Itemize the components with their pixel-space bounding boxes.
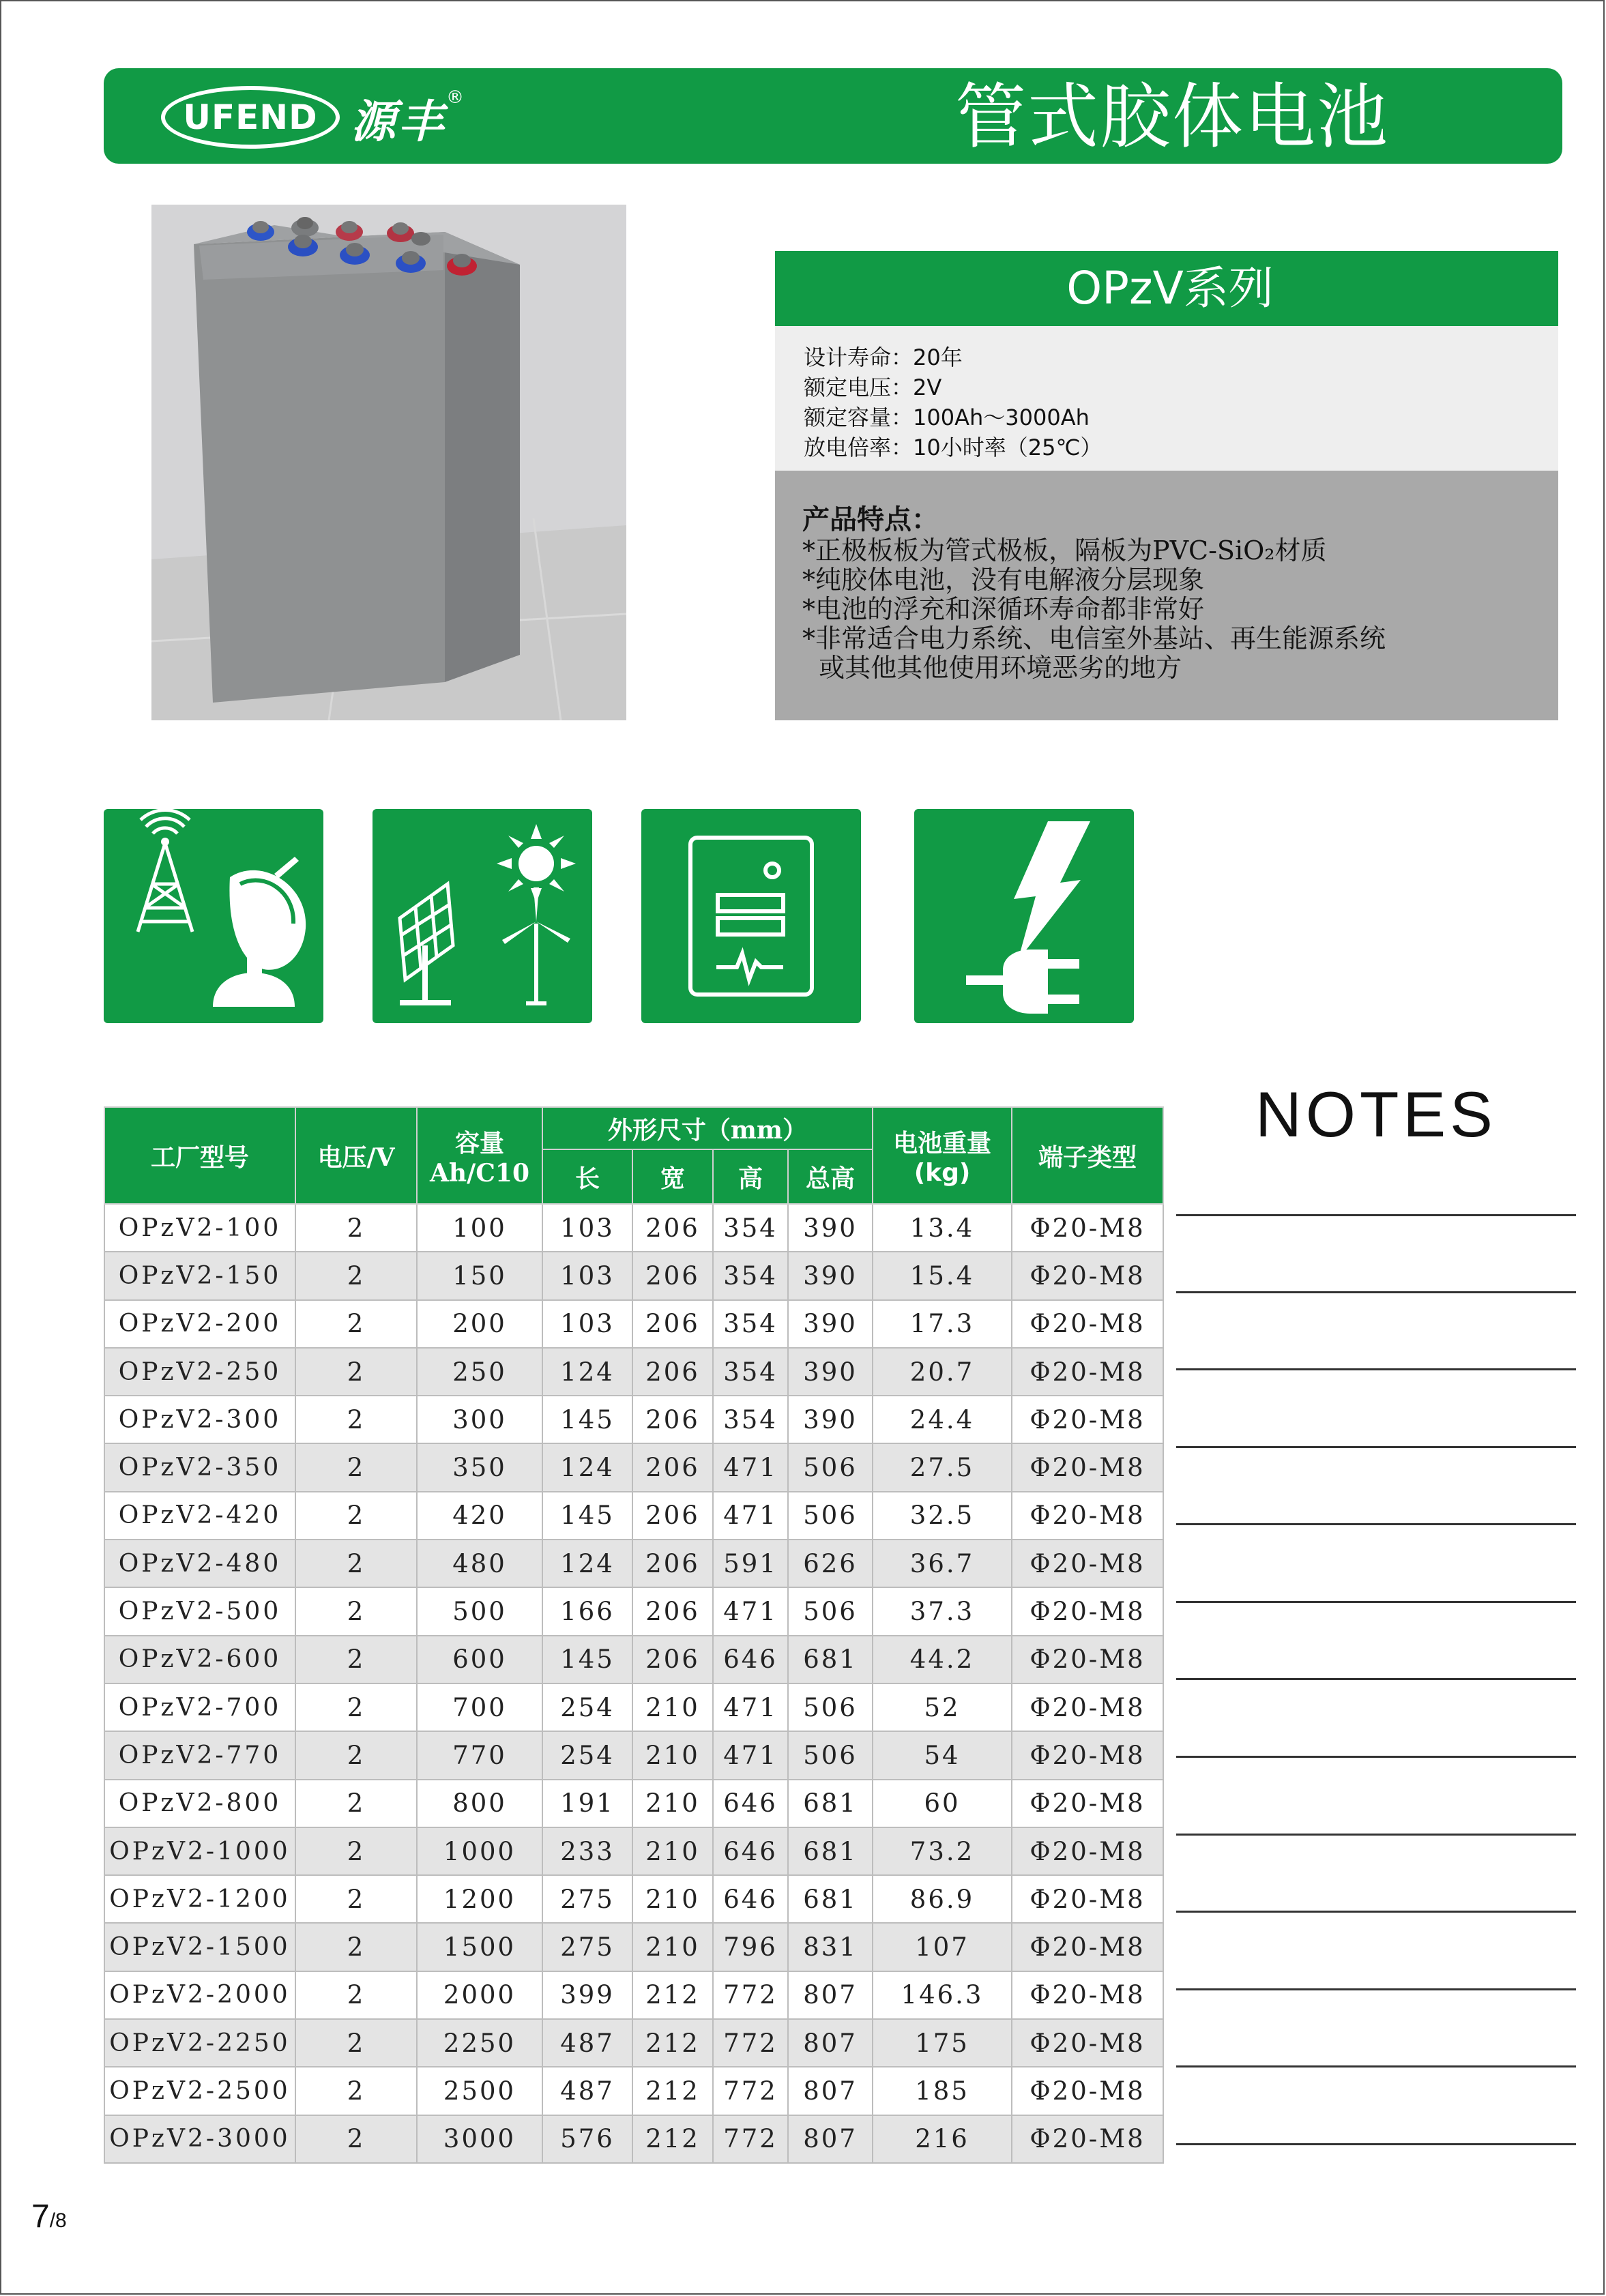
model-cell: OPzV2-1200 (104, 1875, 295, 1923)
terminal-cell: Φ20-M8 (1012, 1780, 1163, 1827)
note-line (1176, 1756, 1576, 1758)
feature-item: *纯胶体电池，没有电解液分层现象 (802, 565, 1205, 595)
model-cell: OPzV2-3000 (104, 2115, 295, 2163)
model-cell: OPzV2-350 (104, 1443, 295, 1491)
height-cell: 772 (713, 2019, 788, 2067)
voltage-cell: 2 (295, 1540, 417, 1587)
capacity-cell: 700 (417, 1683, 542, 1731)
model-cell: OPzV2-500 (104, 1587, 295, 1635)
weight-cell: 37.3 (873, 1587, 1012, 1635)
page-total: /8 (49, 2209, 67, 2232)
note-line (1176, 1834, 1576, 1836)
capacity-cell: 2500 (417, 2067, 542, 2115)
height-cell: 354 (713, 1348, 788, 1396)
note-line (1176, 1988, 1576, 1990)
total-height-cell: 506 (788, 1683, 873, 1731)
capacity-cell: 500 (417, 1587, 542, 1635)
height-cell: 354 (713, 1204, 788, 1252)
col-model: 工厂型号 (104, 1107, 295, 1204)
model-cell: OPzV2-480 (104, 1540, 295, 1587)
length-cell: 254 (542, 1731, 632, 1779)
weight-cell: 146.3 (873, 1971, 1012, 2019)
total-height-cell: 681 (788, 1875, 873, 1923)
weight-cell: 15.4 (873, 1252, 1012, 1299)
terminal-cell: Φ20-M8 (1012, 1875, 1163, 1923)
series-title: OPzV系列 (775, 251, 1558, 326)
length-cell: 145 (542, 1636, 632, 1683)
capacity-cell: 200 (417, 1300, 542, 1348)
terminal-cell: Φ20-M8 (1012, 1540, 1163, 1587)
terminal-cell: Φ20-M8 (1012, 2067, 1163, 2115)
weight-cell: 13.4 (873, 1204, 1012, 1252)
col-terminal: 端子类型 (1012, 1107, 1163, 1204)
length-cell: 166 (542, 1587, 632, 1635)
capacity-cell: 300 (417, 1396, 542, 1443)
col-capacity (417, 1107, 542, 1204)
voltage-cell: 2 (295, 1396, 417, 1443)
weight-cell: 24.4 (873, 1396, 1012, 1443)
height-cell: 772 (713, 2067, 788, 2115)
capacity-cell: 1200 (417, 1875, 542, 1923)
col-capacity-line1: 容量 (454, 1128, 504, 1158)
total-height-cell: 681 (788, 1827, 873, 1875)
voltage-cell: 2 (295, 1492, 417, 1540)
height-cell: 471 (713, 1731, 788, 1779)
height-cell: 471 (713, 1587, 788, 1635)
length-cell: 487 (542, 2019, 632, 2067)
weight-cell: 86.9 (873, 1875, 1012, 1923)
table-row (104, 1587, 1163, 1635)
width-cell: 212 (632, 2067, 713, 2115)
height-cell: 354 (713, 1300, 788, 1348)
model-cell: OPzV2-300 (104, 1396, 295, 1443)
capacity-cell: 350 (417, 1443, 542, 1491)
col-voltage: 电压/V (295, 1107, 417, 1204)
voltage-cell: 2 (295, 1875, 417, 1923)
capacity-cell: 2000 (417, 1971, 542, 2019)
note-line (1176, 2143, 1576, 2145)
model-cell: OPzV2-150 (104, 1252, 295, 1299)
battery-illustration (151, 205, 626, 720)
weight-cell: 27.5 (873, 1443, 1012, 1491)
brand-logo-oval: UFEND (161, 86, 340, 149)
spec-discharge-rate: 放电倍率：10小时率（25℃） (804, 435, 1103, 460)
width-cell: 210 (632, 1731, 713, 1779)
voltage-cell: 2 (295, 1443, 417, 1491)
length-cell: 254 (542, 1683, 632, 1731)
length-cell: 487 (542, 2067, 632, 2115)
length-cell: 124 (542, 1540, 632, 1587)
total-height-cell: 390 (788, 1348, 873, 1396)
total-height-cell: 506 (788, 1731, 873, 1779)
weight-cell: 32.5 (873, 1492, 1012, 1540)
length-cell: 103 (542, 1204, 632, 1252)
width-cell: 206 (632, 1443, 713, 1491)
total-height-cell: 807 (788, 2067, 873, 2115)
brand-logo (161, 85, 464, 150)
table-body (104, 1204, 1163, 2163)
length-cell: 145 (542, 1492, 632, 1540)
table-row (104, 1204, 1163, 1252)
table-row (104, 1780, 1163, 1827)
capacity-cell: 600 (417, 1636, 542, 1683)
col-length: 长 (542, 1149, 632, 1204)
col-weight (873, 1107, 1012, 1204)
total-height-cell: 390 (788, 1396, 873, 1443)
height-cell: 591 (713, 1540, 788, 1587)
voltage-cell: 2 (295, 1827, 417, 1875)
spec-design-life: 设计寿命：20年 (804, 344, 963, 370)
model-cell: OPzV2-600 (104, 1636, 295, 1683)
capacity-cell: 3000 (417, 2115, 542, 2163)
height-cell: 354 (713, 1252, 788, 1299)
weight-cell: 44.2 (873, 1636, 1012, 1683)
table-row (104, 1636, 1163, 1683)
table-row (104, 1443, 1163, 1491)
weight-cell: 17.3 (873, 1300, 1012, 1348)
feature-item: 或其他其他使用环境恶劣的地方 (802, 653, 1182, 683)
capacity-cell: 2250 (417, 2019, 542, 2067)
lightning-plug-icon (914, 809, 1134, 1023)
width-cell: 206 (632, 1492, 713, 1540)
length-cell: 103 (542, 1300, 632, 1348)
battery-photo (151, 205, 626, 720)
model-cell: OPzV2-200 (104, 1300, 295, 1348)
note-line (1176, 1678, 1576, 1680)
page-title: 管式胶体电池 (955, 75, 1390, 158)
feature-item: *正极板板为管式极板，隔板为PVC-SiO₂材质 (802, 535, 1327, 565)
terminal-cell: Φ20-M8 (1012, 1683, 1163, 1731)
col-width: 宽 (632, 1149, 713, 1204)
voltage-cell: 2 (295, 1971, 417, 2019)
table-row (104, 2019, 1163, 2067)
table-row (104, 1252, 1163, 1299)
table-row (104, 2067, 1163, 2115)
capacity-cell: 1500 (417, 1923, 542, 1971)
table-row (104, 2115, 1163, 2163)
voltage-cell: 2 (295, 2115, 417, 2163)
model-cell: OPzV2-2000 (104, 1971, 295, 2019)
spec-rated-capacity: 额定容量：100Ah～3000Ah (804, 404, 1090, 430)
terminal-cell: Φ20-M8 (1012, 1252, 1163, 1299)
height-cell: 772 (713, 2115, 788, 2163)
registered-mark: ® (446, 87, 464, 108)
power-cabinet-icon (641, 809, 861, 1023)
width-cell: 206 (632, 1540, 713, 1587)
features-block (802, 503, 1553, 683)
length-cell: 576 (542, 2115, 632, 2163)
terminal-cell: Φ20-M8 (1012, 1443, 1163, 1491)
col-total-height: 总高 (788, 1149, 873, 1204)
table-row (104, 1396, 1163, 1443)
height-cell: 471 (713, 1492, 788, 1540)
length-cell: 124 (542, 1443, 632, 1491)
capacity-cell: 800 (417, 1780, 542, 1827)
voltage-cell: 2 (295, 1923, 417, 1971)
width-cell: 210 (632, 1780, 713, 1827)
terminal-cell: Φ20-M8 (1012, 1492, 1163, 1540)
table-row (104, 1540, 1163, 1587)
capacity-cell: 420 (417, 1492, 542, 1540)
height-cell: 772 (713, 1971, 788, 2019)
height-cell: 796 (713, 1923, 788, 1971)
spec-rated-voltage: 额定电压：2V (804, 374, 942, 400)
capacity-cell: 150 (417, 1252, 542, 1299)
weight-cell: 107 (873, 1923, 1012, 1971)
length-cell: 124 (542, 1348, 632, 1396)
width-cell: 210 (632, 1875, 713, 1923)
model-cell: OPzV2-770 (104, 1731, 295, 1779)
total-height-cell: 626 (788, 1540, 873, 1587)
width-cell: 210 (632, 1827, 713, 1875)
terminal-cell: Φ20-M8 (1012, 1396, 1163, 1443)
weight-cell: 185 (873, 2067, 1012, 2115)
table-row (104, 1827, 1163, 1875)
length-cell: 275 (542, 1875, 632, 1923)
model-cell: OPzV2-1500 (104, 1923, 295, 1971)
table-row (104, 1971, 1163, 2019)
model-cell: OPzV2-1000 (104, 1827, 295, 1875)
weight-cell: 175 (873, 2019, 1012, 2067)
width-cell: 212 (632, 2115, 713, 2163)
voltage-cell: 2 (295, 1300, 417, 1348)
voltage-cell: 2 (295, 1780, 417, 1827)
weight-cell: 20.7 (873, 1348, 1012, 1396)
table-row (104, 1300, 1163, 1348)
note-line (1176, 1911, 1576, 1913)
terminal-cell: Φ20-M8 (1012, 1636, 1163, 1683)
height-cell: 354 (713, 1396, 788, 1443)
width-cell: 206 (632, 1204, 713, 1252)
weight-cell: 36.7 (873, 1540, 1012, 1587)
note-line (1176, 1291, 1576, 1293)
table-row (104, 1875, 1163, 1923)
width-cell: 206 (632, 1300, 713, 1348)
total-height-cell: 681 (788, 1780, 873, 1827)
capacity-cell: 1000 (417, 1827, 542, 1875)
total-height-cell: 807 (788, 1971, 873, 2019)
terminal-cell: Φ20-M8 (1012, 1348, 1163, 1396)
weight-cell: 73.2 (873, 1827, 1012, 1875)
terminal-cell: Φ20-M8 (1012, 2115, 1163, 2163)
series-spec-panel (775, 251, 1558, 720)
voltage-cell: 2 (295, 1636, 417, 1683)
width-cell: 206 (632, 1252, 713, 1299)
table-row (104, 1348, 1163, 1396)
terminal-cell: Φ20-M8 (1012, 1204, 1163, 1252)
terminal-cell: Φ20-M8 (1012, 1923, 1163, 1971)
capacity-cell: 250 (417, 1348, 542, 1396)
length-cell: 233 (542, 1827, 632, 1875)
height-cell: 646 (713, 1875, 788, 1923)
page-number (31, 2198, 67, 2235)
notes-title: NOTES (1255, 1078, 1497, 1150)
model-cell: OPzV2-100 (104, 1204, 295, 1252)
terminal-cell: Φ20-M8 (1012, 1731, 1163, 1779)
width-cell: 206 (632, 1636, 713, 1683)
terminal-cell: Φ20-M8 (1012, 1971, 1163, 2019)
spec-table (104, 1106, 1164, 2164)
total-height-cell: 390 (788, 1204, 873, 1252)
note-line (1176, 2065, 1576, 2067)
feature-item: *非常适合电力系统、电信室外基站、再生能源系统 (802, 623, 1386, 653)
solar-wind-energy-icon (373, 809, 592, 1023)
model-cell: OPzV2-800 (104, 1780, 295, 1827)
terminal-cell: Φ20-M8 (1012, 1587, 1163, 1635)
total-height-cell: 831 (788, 1923, 873, 1971)
feature-item: *电池的浮充和深循环寿命都非常好 (802, 594, 1205, 624)
voltage-cell: 2 (295, 1587, 417, 1635)
table-row (104, 1492, 1163, 1540)
table-row (104, 1923, 1163, 1971)
width-cell: 206 (632, 1396, 713, 1443)
voltage-cell: 2 (295, 1204, 417, 1252)
voltage-cell: 2 (295, 1683, 417, 1731)
model-cell: OPzV2-2500 (104, 2067, 295, 2115)
total-height-cell: 390 (788, 1300, 873, 1348)
weight-cell: 52 (873, 1683, 1012, 1731)
col-weight-line2: (kg) (914, 1159, 971, 1187)
total-height-cell: 807 (788, 2019, 873, 2067)
model-cell: OPzV2-700 (104, 1683, 295, 1731)
length-cell: 103 (542, 1252, 632, 1299)
brand-name-cn: 源丰 (351, 94, 446, 148)
voltage-cell: 2 (295, 2019, 417, 2067)
total-height-cell: 807 (788, 2115, 873, 2163)
col-weight-line1: 电池重量 (892, 1129, 991, 1158)
note-line (1176, 1446, 1576, 1448)
model-cell: OPzV2-250 (104, 1348, 295, 1396)
width-cell: 210 (632, 1923, 713, 1971)
note-line (1176, 1368, 1576, 1370)
model-cell: OPzV2-420 (104, 1492, 295, 1540)
weight-cell: 54 (873, 1731, 1012, 1779)
note-line (1176, 1214, 1576, 1216)
total-height-cell: 506 (788, 1443, 873, 1491)
length-cell: 191 (542, 1780, 632, 1827)
total-height-cell: 506 (788, 1587, 873, 1635)
terminal-cell: Φ20-M8 (1012, 1827, 1163, 1875)
capacity-cell: 480 (417, 1540, 542, 1587)
length-cell: 145 (542, 1396, 632, 1443)
height-cell: 646 (713, 1780, 788, 1827)
height-cell: 471 (713, 1443, 788, 1491)
table-row (104, 1683, 1163, 1731)
spec-list (775, 326, 1558, 471)
height-cell: 471 (713, 1683, 788, 1731)
col-capacity-line2: Ah/C10 (429, 1158, 529, 1188)
voltage-cell: 2 (295, 2067, 417, 2115)
voltage-cell: 2 (295, 1731, 417, 1779)
col-height: 高 (713, 1149, 788, 1204)
table-row (104, 1731, 1163, 1779)
total-height-cell: 390 (788, 1252, 873, 1299)
capacity-cell: 770 (417, 1731, 542, 1779)
total-height-cell: 681 (788, 1636, 873, 1683)
note-line (1176, 1523, 1576, 1525)
voltage-cell: 2 (295, 1252, 417, 1299)
terminal-cell: Φ20-M8 (1012, 1300, 1163, 1348)
voltage-cell: 2 (295, 1348, 417, 1396)
capacity-cell: 100 (417, 1204, 542, 1252)
total-height-cell: 506 (788, 1492, 873, 1540)
width-cell: 212 (632, 2019, 713, 2067)
terminal-cell: Φ20-M8 (1012, 2019, 1163, 2067)
width-cell: 210 (632, 1683, 713, 1731)
height-cell: 646 (713, 1636, 788, 1683)
note-line (1176, 1601, 1576, 1603)
width-cell: 212 (632, 1971, 713, 2019)
length-cell: 399 (542, 1971, 632, 2019)
weight-cell: 216 (873, 2115, 1012, 2163)
length-cell: 275 (542, 1923, 632, 1971)
telecom-tower-satellite-icon (104, 809, 323, 1023)
features-title: 产品特点： (802, 504, 939, 535)
width-cell: 206 (632, 1348, 713, 1396)
width-cell: 206 (632, 1587, 713, 1635)
model-cell: OPzV2-2250 (104, 2019, 295, 2067)
col-dimensions: 外形尺寸（mm） (542, 1107, 873, 1149)
height-cell: 646 (713, 1827, 788, 1875)
weight-cell: 60 (873, 1780, 1012, 1827)
page-current: 7 (31, 2198, 50, 2235)
